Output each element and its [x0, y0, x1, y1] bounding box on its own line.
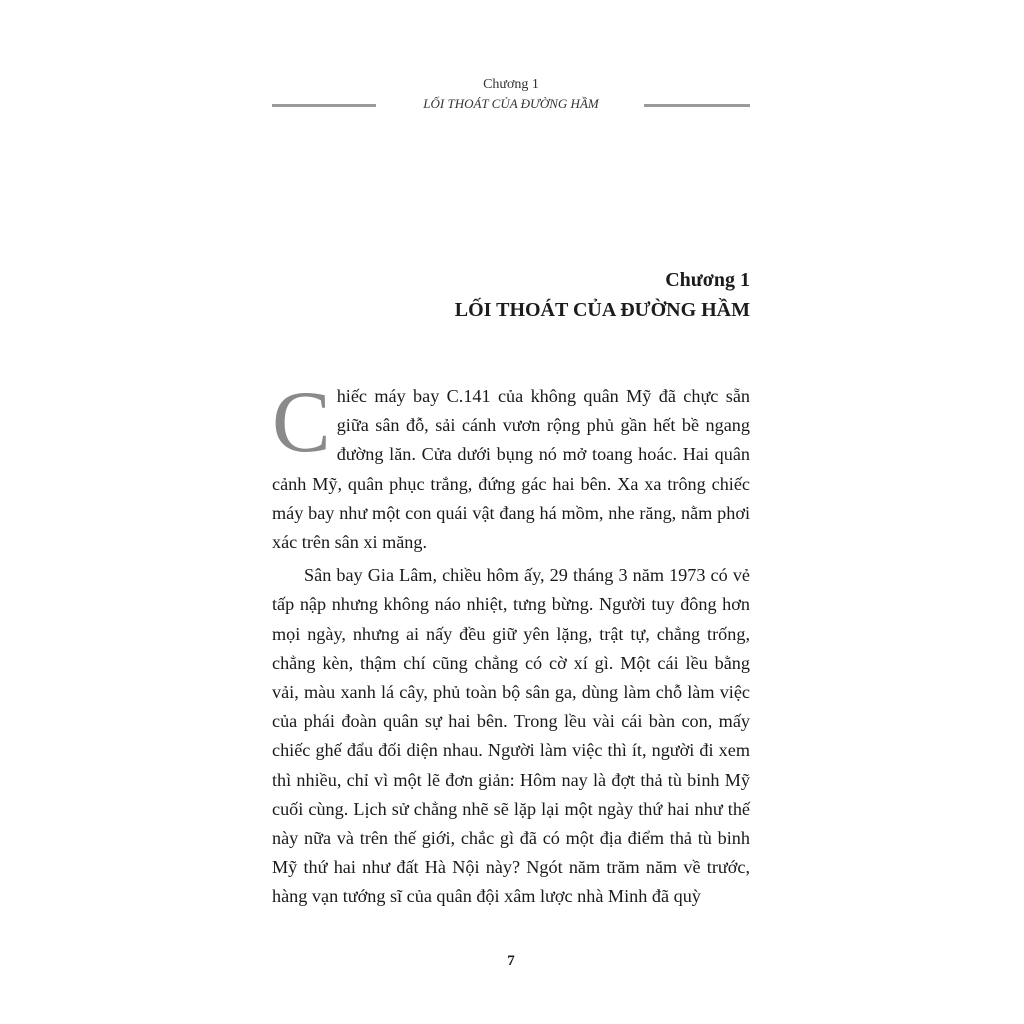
paragraph-1 [272, 374, 750, 557]
paragraph-1-text: hiếc máy bay C.141 của không quân Mỹ đã chực sẵn giữa sân đỗ, sải cánh vươn rộng phủ gần hết bề ngang đường lăn. Cửa dưới bụng nó mở toang hoác. Hai quân cảnh Mỹ, quân phục trắng, đứng gác hai bên. Xa xa trông chiếc máy bay như một con quái vật đang há mồm, nhe răng, nằm phơi xác trên sân xi măng. [272, 386, 750, 553]
drop-cap: C [272, 374, 331, 471]
paragraph-2: Sân bay Gia Lâm, chiều hôm ấy, 29 tháng 3 năm 1973 có vẻ tấp nập nhưng không náo nhiệt, tưng bừng. Người tuy đông hơn mọi ngày, nhưng ai nấy đều giữ yên lặng, trật tự, chẳng trống, chẳng kèn, thậm chí cũng chẳng có cờ xí gì. Một cái lều bằng vải, màu xanh lá cây, phủ toàn bộ sân ga, dùng làm chỗ làm việc của phái đoàn quân sự hai bên. Trong lều vài cái bàn con, mấy chiếc ghế đẩu đối diện nhau. Người làm việc thì ít, người đi xem thì nhiều, chỉ vì một lẽ đơn giản: Hôm nay là đợt thả tù binh Mỹ cuối cùng. Lịch sử chẳng nhẽ sẽ lặp lại một ngày thứ hai như thế này nữa và trên thế giới, chắc gì đã có một địa điểm thả tù binh Mỹ thứ hai như đất Hà Nội này? Ngót năm trăm năm về trước, hàng vạn tướng sĩ của quân đội xâm lược nhà Minh đã quỳ [272, 565, 750, 907]
running-head-title: LỐI THOÁT CỦA ĐƯỜNG HẦM [423, 96, 599, 111]
running-head [272, 76, 750, 116]
body-text [272, 374, 750, 912]
chapter-heading [272, 266, 750, 325]
page-number: 7 [507, 953, 515, 969]
chapter-title: LỐI THOÁT CỦA ĐƯỜNG HẦM [454, 299, 750, 321]
running-head-rule-right [644, 104, 750, 107]
running-head-chapter: Chương 1 [483, 77, 539, 92]
chapter-number: Chương 1 [665, 269, 750, 291]
